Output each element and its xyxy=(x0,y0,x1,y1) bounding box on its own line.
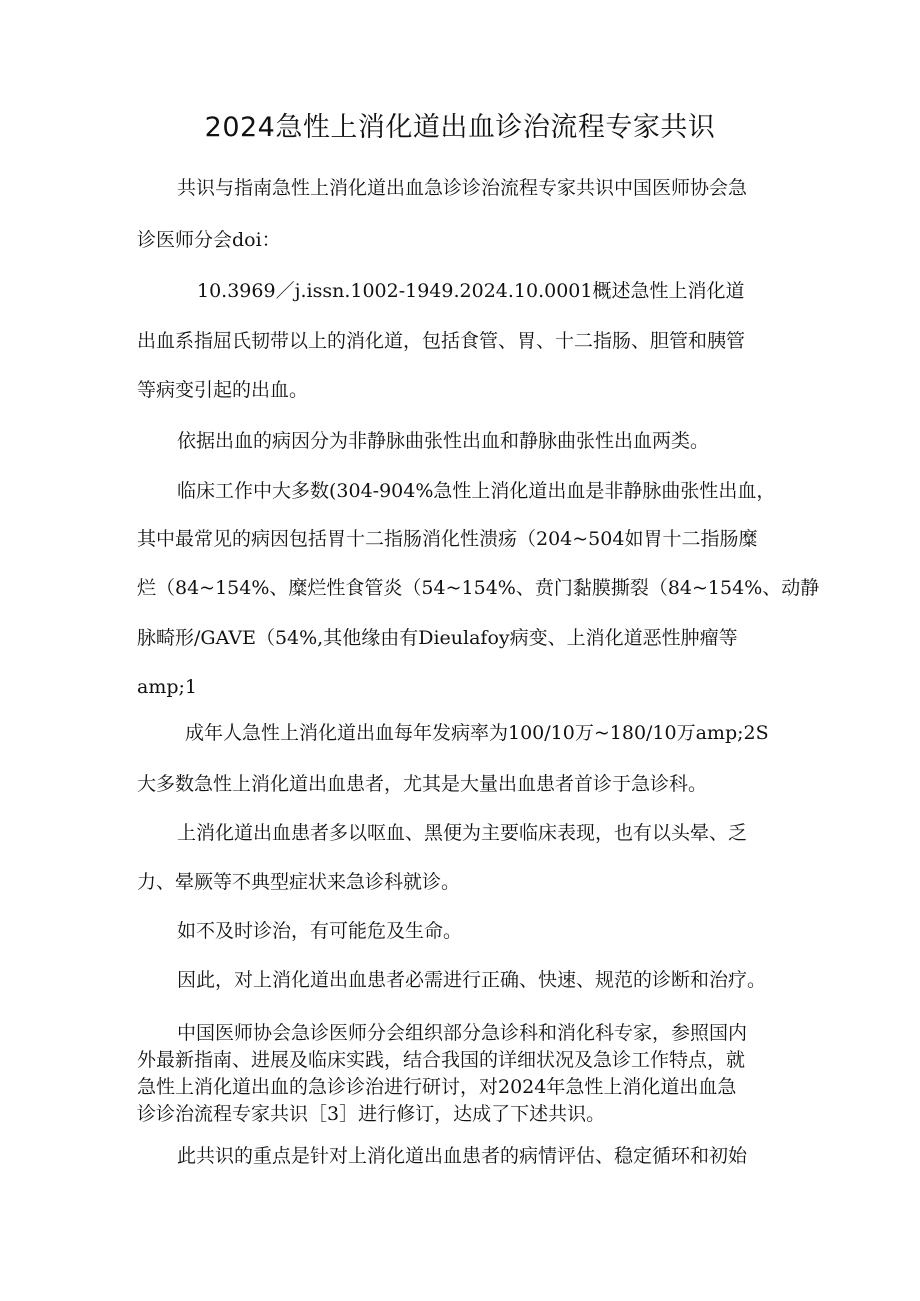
paragraph-line: 诊医师分会doi： xyxy=(137,229,281,251)
paragraph-line: 烂（84~154%、糜烂性食管炎（54~154%、贲门黏膜撕裂（84~154%、动静 xyxy=(137,577,820,599)
paragraph-line: amp;1 xyxy=(137,676,197,698)
paragraph-line: 外最新指南、进展及临床实践，结合我国的详细状况及急诊工作特点，就 xyxy=(137,1049,746,1071)
paragraph-line: 大多数急性上消化道出血患者，尤其是大量出血患者首诊于急诊科。 xyxy=(137,773,708,795)
paragraph-line: 力、晕厥等不典型症状来急诊科就诊。 xyxy=(137,871,461,893)
paragraph-line: 此共识的重点是针对上消化道出血患者的病情评估、稳定循环和初始 xyxy=(177,1145,748,1167)
paragraph-line: 临床工作中大多数(304-904%急性上消化道出血是非静脉曲张性出血， xyxy=(177,480,776,502)
paragraph-line: 出血系指屈氏韧带以上的消化道，包括食管、胃、十二指肠、胆管和胰管 xyxy=(137,330,746,352)
document-title: 2024急性上消化道出血诊治流程专家共识 xyxy=(204,112,716,143)
paragraph-line: 上消化道出血患者多以呕血、黑便为主要临床表现，也有以头晕、乏 xyxy=(177,822,748,844)
paragraph-line: 共识与指南急性上消化道出血急诊诊治流程专家共识中国医师协会急 xyxy=(177,177,748,199)
paragraph-line: 因此，对上消化道出血患者必需进行正确、快速、规范的诊断和治疗。 xyxy=(177,969,767,991)
paragraph-line: 脉畸形/GAVE（54%,其他缘由有Dieulafoy病变、上消化道恶性肿瘤等 xyxy=(137,627,738,649)
paragraph-line: 中国医师协会急诊医师分会组织部分急诊科和消化科专家，参照国内 xyxy=(177,1022,748,1044)
paragraph-line: 急性上消化道出血的急诊诊治进行研讨，对2024年急性上消化道出血急 xyxy=(137,1076,737,1098)
paragraph-line: 诊诊治流程专家共识［3］进行修订，达成了下述共识。 xyxy=(137,1103,606,1125)
paragraph-line: 依据出血的病因分为非静脉曲张性出血和静脉曲张性出血两类。 xyxy=(177,430,710,452)
paragraph-line: 如不及时诊治，有可能危及生命。 xyxy=(177,920,463,942)
paragraph-line: 其中最常见的病因包括胃十二指肠消化性溃疡（204~504如胃十二指肠糜 xyxy=(137,528,758,550)
paragraph-line: 等病变引起的出血。 xyxy=(137,379,309,401)
paragraph-line: 成年人急性上消化道出血每年发病率为100/10万~180/10万amp;2S xyxy=(185,722,769,744)
paragraph-line: 10.3969／j.issn.1002-1949.2024.10.0001概述急性上消化道 xyxy=(197,280,745,302)
